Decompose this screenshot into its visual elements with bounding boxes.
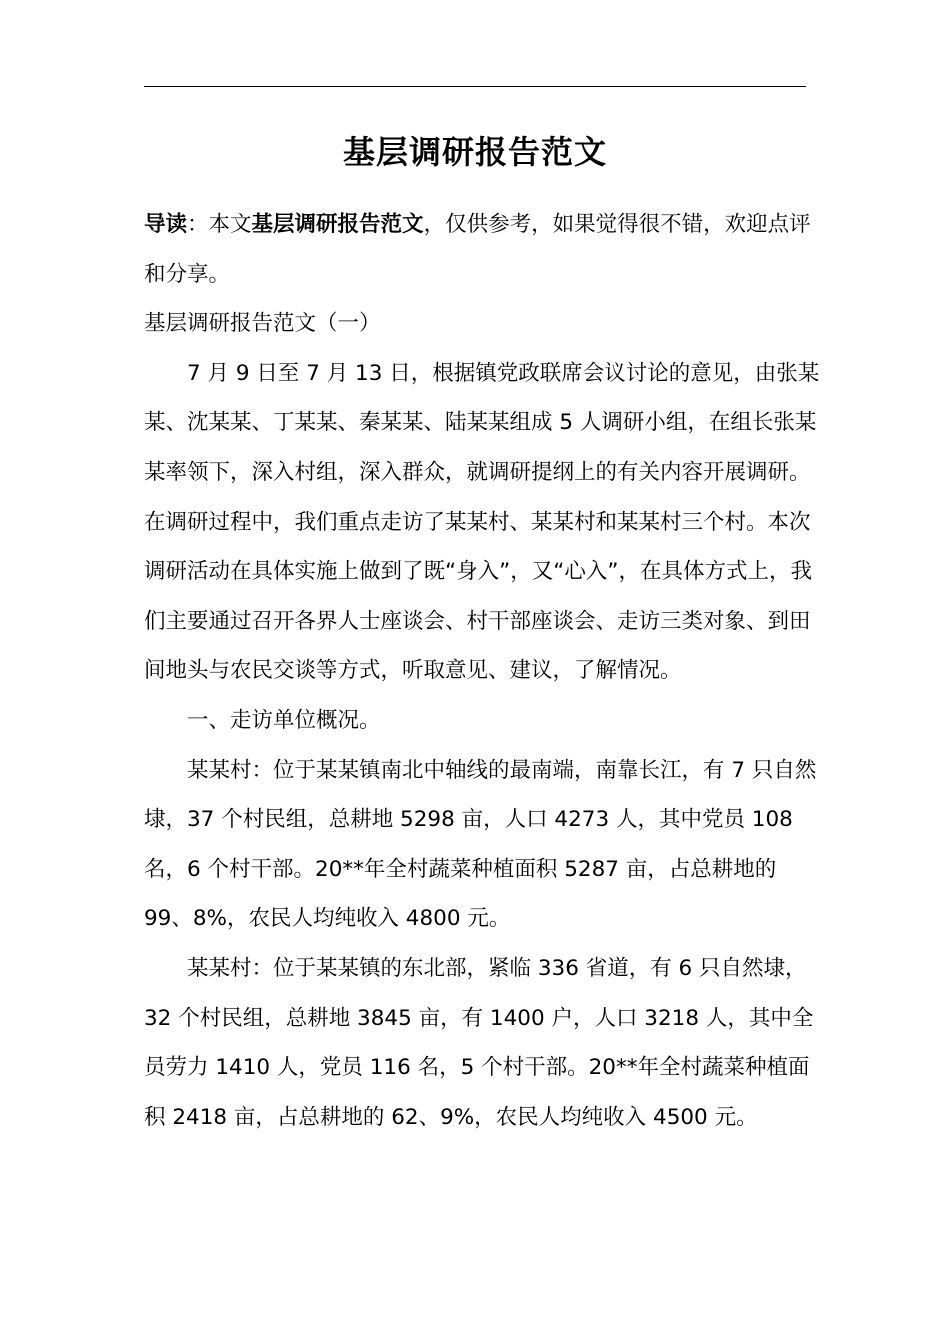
intro-label: 导读 [144,212,188,237]
section-heading: 基层调研报告范文（一） [144,311,381,337]
document-body [144,200,820,1142]
document-title: 基层调研报告范文 [342,133,607,171]
body-paragraph-3: 某某村：位于某某镇南北中轴线的最南端，南靠长江，有 7 只自然埭，37 个村民组，总耕地 5298 亩，人口 4273 人，其中党员 108 名，6 个村干部。20**年全村蔬菜种植面积 5287 亩，占总耕地的 99、8%，农民人均纯收入 4800 元。 [144,757,817,932]
intro-after: ，仅供参考，如果觉得很不错，欢迎点评和分享。 [144,212,811,287]
body-paragraph-4: 某某村：位于某某镇的东北部，紧临 336 省道，有 6 只自然埭，32 个村民组，总耕地 3845 亩，有 1400 户，人口 3218 人，其中全员劳力 1410 人，党员 116 名，5 个村干部。20**年全村蔬菜种植面积 2418 亩，占总耕地的 62、9%，农民人均纯收入 4500 元。 [144,955,814,1130]
body-paragraph-1: 7 月 9 日至 7 月 13 日，根据镇党政联席会议讨论的意见，由张某某、沈某某、丁某某、秦某某、陆某某组成 5 人调研小组，在组长张某某率领下，深入村组，深入群众，就调研提纲上的有关内容开展调研。在调研过程中，我们重点走访了某某村、某某村和某某村三个村。本次调研活动在具体实施上做到了既“身入”，又“心入”，在具体方式上，我们主要通过召开各界人士座谈会、村干部座谈会、走访三类对象、到田间地头与农民交谈等方式，听取意见、建议，了解情况。 [144,360,820,684]
intro-paragraph [144,200,820,299]
intro-before: 本文 [208,212,252,237]
intro-colon: ： [187,212,209,237]
header-rule [144,86,806,87]
body-paragraph-2: 一、走访单位概况。 [187,707,381,733]
intro-bold-title: 基层调研报告范文 [251,212,424,237]
